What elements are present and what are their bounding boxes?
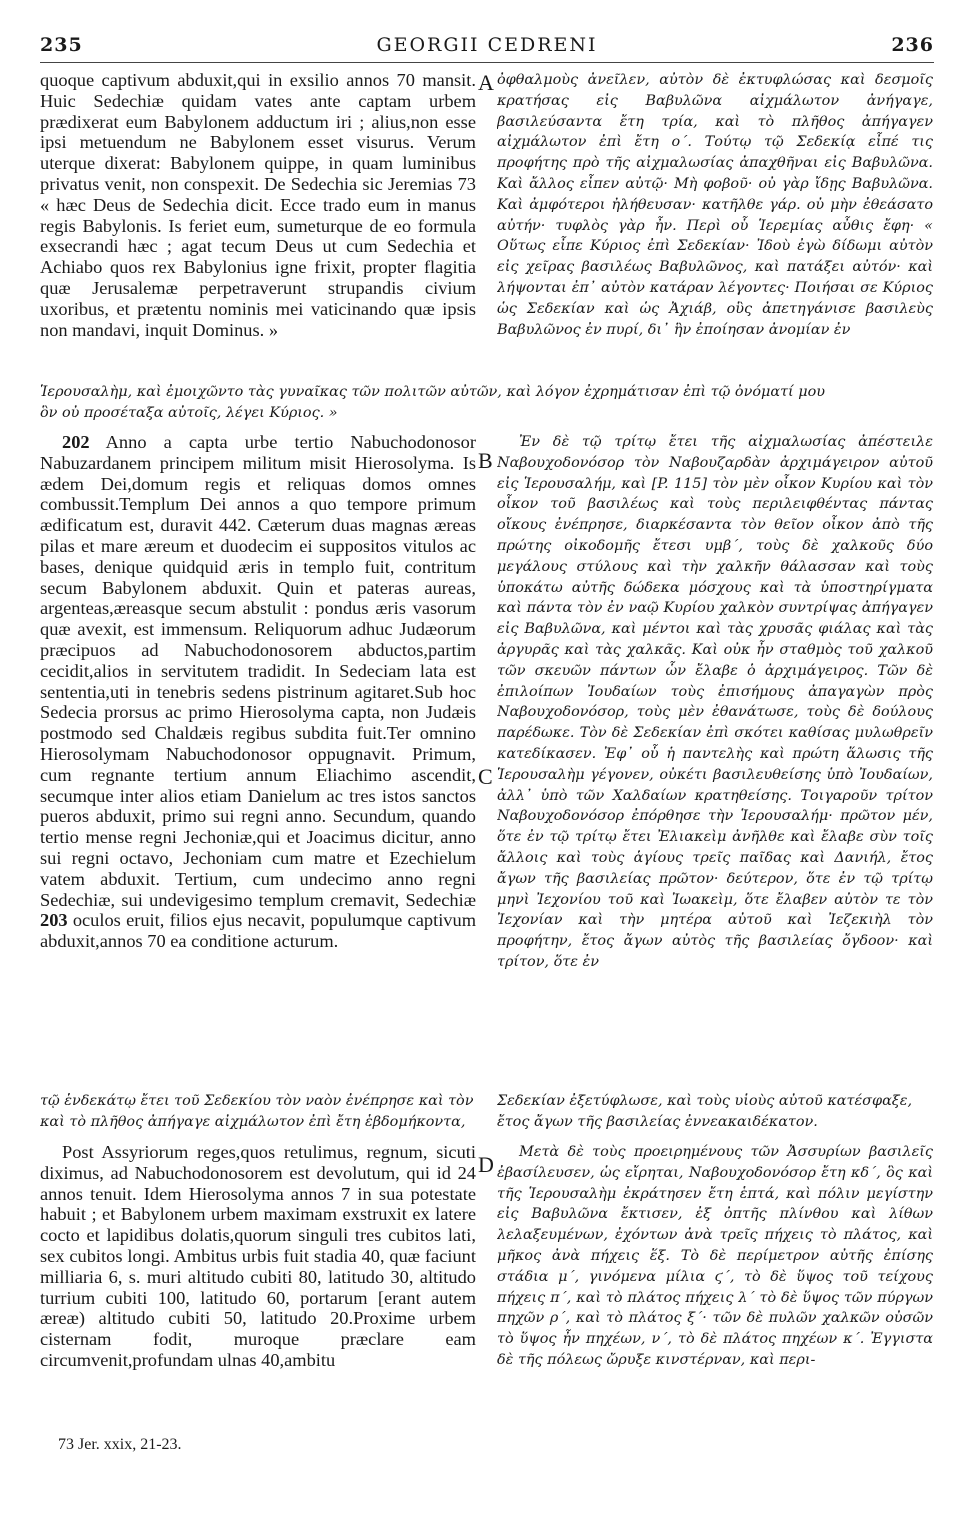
page-number-left: 235 bbox=[40, 34, 83, 56]
latin-paragraph-2 bbox=[40, 432, 476, 1090]
greek-paragraph-2: Ἐν δὲ τῷ τρίτῳ ἔτει τῆς αἰχμαλωσίας ἀπέστειλε Ναβουχοδονόσορ τὸν Ναβουζαρδὰν ἀρχιμάγειρον αὐτοῦ εἰς Ἱερουσαλήμ, καὶ [P. 115] τὸν μὲν οἶκον Κυρίου καὶ τὸν οἶκον τοῦ βασιλέως καὶ τοὺς περιλειφθέντας πάντας οἴκους ἐνέπρησε, διαρκέσαντα τὸν θεῖον οἶκον ἀπὸ τῆς πρώτης οἰκοδομῆς ἔτεσι υμβ΄, τοὺς δὲ χαλκοῦς δύο μεγάλους στύλους καὶ τὴν χαλκῆν θάλασσαν καὶ τοὺς ὑποκάτω αὐτῆς δώδεκα μόσχους καὶ τὰ ὑποστηρίγματα καὶ πάντα τὸν ἐν ναῷ Κυρίου χαλκὸν συντρίψας ἀπήγαγεν εἰς Βαβυλῶνα, καὶ μέντοι καὶ τὰς χρυσᾶς φιάλας καὶ τὰς ἀργυρᾶς καὶ τὰς χαλκᾶς. Καὶ οὐκ ἦν σταθμὸς τοῦ χαλκοῦ τῶν σκευῶν πάντων ὧν ἔλαβε ὁ ἀρχιμάγειρος. Τῶν δὲ ἐπιλοίπων Ἰουδαίων τοὺς ἐπισήμους ἀπαγαγὼν πρὸς Ναβουχοδονόσορ, τοὺς μὲν ἐθανάτωσε, τοὺς δὲ δούλους παρέδωκε. Τὸν δὲ Σεδεκίαν ἐπὶ σκότει καθίσας μυλωθρεῖν κατεδίκασεν. Ἐφ᾽ οὗ ἡ παντελὴς καὶ πρώτη ἅλωσις τῆς Ἱερουσαλὴμ γέγονεν, οὐκέτι βασιλευθείσης ὑπὸ Ἰουδαίων, ἀλλ᾽ ὑπὸ τῶν Χαλδαίων κρατηθείσης. Τοιγαροῦν τρίτον Ναβουχοδονόσορ ἐπόρθησε τὴν Ἱερουσαλήμ· πρῶτον μέν, ὅτε ἐν τῷ τρίτῳ ἔτει Ἐλιακεὶμ ἀνῆλθε καὶ ἔλαβε σὺν τοῖς ἄλλοις καὶ τοὺς ἁγίους τρεῖς παῖδας καὶ Δανιήλ, ἔτος ἄγων τῆς βασιλείας πρῶτον· δεύτερον, ὅτε ἐν τῷ τρίτῳ μηνὶ Ἰεχονίου τοῦ καὶ Ἰωακεὶμ, ὅτε ἔλαβεν αὐτὸν τε τὸν Ἰεχονίαν καὶ τὴν μητέρα αὐτοῦ καὶ Ἰεζεκιὴλ τὸν προφήτην, ἔτος ἄγων αὐτὸς τῆς βασιλείας ὄγδοον· καὶ τρίτον, ὅτε ἐν bbox=[497, 434, 933, 970]
greek-fullwidth-line-3a: τῷ ἑνδεκάτῳ ἔτει τοῦ Σεδεκίου τὸν ναὸν ἐνέπρησε καὶ τὸν bbox=[40, 1093, 474, 1109]
margin-marker-b: B bbox=[478, 448, 493, 473]
footnote: 73 Jer. xxix, 21-23. bbox=[58, 1436, 182, 1453]
margin-marker-a: A bbox=[478, 70, 494, 95]
greek-paragraph-3: Μετὰ δὲ τοὺς προειρημένους τῶν Ἀσσυρίων βασιλεῖς ἐβασίλευσεν, ὡς εἴρηται, Ναβουχοδονόσορ ἔτη κδ΄, ὃς καὶ τῆς Ἱερουσαλὴμ ἐκράτησεν ἔτη ἑπτά, καὶ πόλιν μεγίστην εἰς Βαβυλῶνα ἔκτισεν, ἐξ ὀπτῆς πλίνθου καὶ λίθων λελαξευμένων, ἐχόντων ἀνὰ τρεῖς πήχεις τὸ πλάτος, καὶ μῆκος ἀνὰ πήχεις ἕξ. Τὸ δὲ περίμετρον αὐτῆς ἐπίσης στάδια μ΄, γινόμενα μίλια ϛ΄, τὸ δὲ ὕψος τοῦ τείχους πήχεις π΄, καὶ τὸ πλάτος πήχεις λ΄ τὸ δὲ ὕψος τῶν πύργων πηχῶν ρ΄, καὶ τὸ πλάτος ξ΄· τῶν δὲ πυλῶν χαλκῶν οὐσῶν τὸ ὕψος ἦν πηχέων, ν΄, τὸ δὲ πλάτος πηχέων κ΄. Ἐγγιστα δὲ τῆς πόλεως ὤρυξε κινστέρναν, καὶ περι- bbox=[497, 1144, 933, 1368]
page-number-right: 236 bbox=[891, 34, 934, 56]
section-number-203: 203 bbox=[40, 910, 68, 931]
page-header bbox=[40, 34, 934, 60]
margin-marker-d: D bbox=[478, 1152, 494, 1177]
greek-fullwidth-line-4a: καὶ τὸ πλῆθος ἀπήγαγε αἰχμάλωτον ἐπὶ ἔτη ἑβδομήκοντα, bbox=[40, 1114, 466, 1130]
latin-paragraph-1: quoque captivum abduxit,qui in exsilio annos 70 mansit. Huic Sedechiæ quidam vates ante captam urbem prædixerat eum Babylonem adductum iri ; alius,non esse ipsi metuendum ne Babylonem esset visurus. Verum uterque dixerat: Babylonem quippe, in quam luminibus privatus venit, non conspexit. De Sedechia sic Jeremias 73 « hæc Deus de Sedechia dicit. Ecce trado eum in manus regis Babylonis. Is feriet eum, sumeturque de eo formula exsecrandi hæc ; agat tecum Deus ut cum Sedechia et Achiabo quos rex Babylonius igne frixit, propter flagitia quæ Jerusalemæ perpetraverunt strupandis civium uxoribus, et prætentu nominis mei vaticinando quæ ipsis non mandavi, inquit Dominus. » bbox=[40, 70, 476, 340]
latin-paragraph-2-text: Anno a capta urbe tertio Nabuchodonosor Nabuzardanem principem militum misit Hierosolyma. Is ædem Dei,domum regis et reliquas domos omnes combussit.Templum Dei annos a quo tempore primum ædificatum est, duravit 442. Cæterum duas magnas æreas pilas et mare æreum et duodecim ei suppositos vitulos ac bases, denique quidquid æris in templo fuit, contritum secum Babylonem abduxit. Quin et pateras aureas, argenteas,æreasque secum abstulit : pondus æris vasorum quæ avexit, est immensum. Reliquorum adhuc Judæorum præcipuos ad Nabuchodonosorem abductos,partim cecidit,alios in servitutem tradidit. In Sedeciam lata est sententia,uti in tenebris sedens pistrinum agitaret.Sub hoc Sedecia prorsus ac primo Hierosolyma capta, non Judæis postmodo sed Chaldæis regibus subdita fuit.Ter omnino Hierosolymam Nabuchodonosor oppugnavit. Primum, cum regnante tertium annum Eliachimo ascendit, secumque inter alios etiam Danielum ac tres istos sanctos pueros abduxit, primo sui regni anno. Secundum, quando tertio mense regni Jechoniæ,qui et Joacimus dicitur, anno sui regni octavo, Jechoniam cum matre et Ezechielum vatem abduxit. Tertium, cum undecimo anno regni Sedechiæ, sui undevigesimo templum cremavit, Sedechiæ bbox=[40, 432, 476, 910]
greek-fullwidth-line-2: ὃν οὐ προσέταξα αὐτοῖς, λέγει Κύριος. » bbox=[40, 405, 338, 421]
latin-paragraph-2b-text: oculos eruit, filios ejus necavit, populumque captivum abduxit,annos 70 ea conditione acturum. bbox=[40, 910, 476, 952]
greek-paragraph-1: ὀφθαλμοὺς ἀνεῖλεν, αὐτὸν δὲ ἐκτυφλώσας καὶ δεσμοῖς κρατήσας εἰς Βαβυλῶνα αἰχμάλωτον ἀνήγαγε, βασιλεύσαντα ἔτη τρία, καὶ τὸ πλῆθος ἀπήγαγεν αἰχμάλωτον ἐπὶ ἔτη ο΄. Τούτῳ τῷ Σεδεκίᾳ εἶπέ τις προφήτης πρὸ τῆς αἰχμαλωσίας ἀπαχθῆναι εἰς Βαβυλῶνα. Καὶ ἄλλος εἶπεν αὐτῷ· Μὴ φοβοῦ· οὐ γὰρ ἴδῃς Βαβυλῶνα. Καὶ ἀμφότεροι ἠλήθευσαν· κατῆλθε γάρ. οὐ μὴν ἐθεάσατο αὐτήν· τυφλὸς γὰρ ἦν. Περὶ οὗ Ἱερεμίας αὖθις ἔφη· « Οὕτως εἶπε Κύριος ἐπὶ Σεδεκίαν· Ἰδοὺ ἐγὼ δίδωμι αὐτὸν εἰς χεῖρας βασιλέως Βαβυλῶνος, καὶ πατάξει αὐτόν· καὶ λήψονται ἐπ᾽ αὐτὸν κατάραν λέγοντες· Ποιήσαι σε Κύριος ὡς Σεδεκίαν καὶ ὡς Ἀχιάβ, οὓς ἀπετηγάνισε βασιλεὺς Βαβυλῶνος ἐν πυρί, δι᾽ ἣν ἐποίησαν ἀνομίαν ἐν bbox=[497, 72, 933, 338]
section-number-202: 202 bbox=[62, 432, 90, 452]
greek-fullwidth-line-4b: ἔτος ἄγων τῆς βασιλείας ἐννεακαιδέκατον. bbox=[497, 1114, 818, 1130]
greek-fullwidth-line-1: Ἱερουσαλὴμ, καὶ ἐμοιχῶντο τὰς γυναῖκας τῶν πολιτῶν αὐτῶν, καὶ λόγον ἐχρημάτισαν ἐπὶ τῷ ὀνόματί μου bbox=[40, 384, 826, 400]
latin-paragraph-3: Post Assyriorum reges,quos retulimus, regnum, sicuti diximus, ad Nabuchodonosorem est devolutum, qui id 24 annos tenuit. Idem Hierosolyma annos 7 in sua potestate habuit ; et Babylonem urbem maximam exstruxit ex latere cocto et lapidibus dolatis,quorum singuli tres cubitos lati, sex cubitos longi. Ambitus urbis fuit stadia 40, quæ faciunt milliaria 6, s. muri altitudo cubiti 80, latitudo 30, altitudo turrium cubiti 100, latitudo 60, portarum [erant autem æreæ) altitudo cubiti 50, latitudo 20.Proxime urbem cisternam fodit, muroque præclare eam circumvenit,profundam ulnas 40,ambitu bbox=[40, 1142, 476, 1370]
running-title: GEORGII CEDRENI bbox=[376, 34, 598, 56]
header-rule bbox=[40, 62, 934, 63]
margin-marker-c: C bbox=[478, 764, 493, 789]
greek-fullwidth-line-3b: Σεδεκίαν ἐξετύφλωσε, καὶ τοὺς υἱοὺς αὐτοῦ κατέσφαξε, bbox=[497, 1093, 913, 1109]
